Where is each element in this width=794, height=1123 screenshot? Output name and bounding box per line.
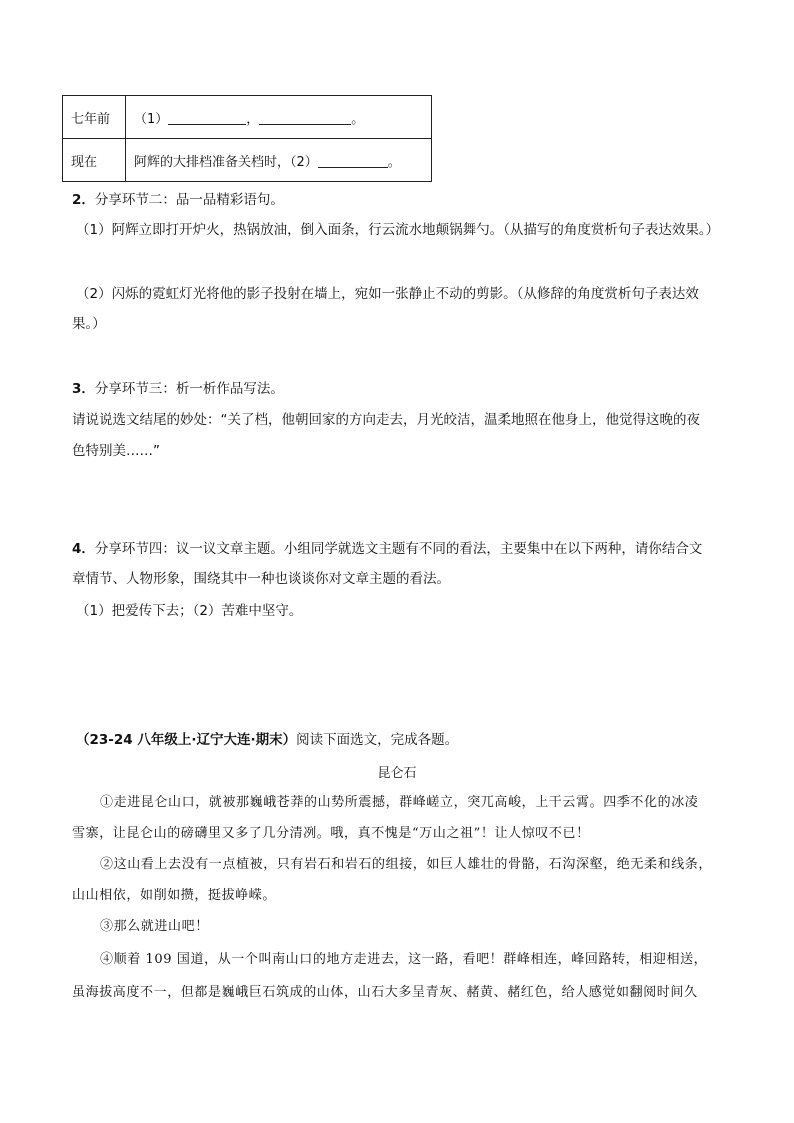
answer-blank[interactable] [318,153,388,168]
passage-paragraph-2-line1: ②这山看上去没有一点植被，只有岩石和岩石的组接，如巨人雄壮的骨骼，石沟深壑，绝无柔和线条， [100,857,713,872]
passage-title: 昆仑石 [377,766,417,781]
passage-paragraph-4-line2: 虽海拔高度不一，但都是巍峨巨石筑成的山体，山石大多呈青灰、赭黄、赭红色，给人感觉如翻阅时间久 [72,985,698,1000]
question-2-sub2-line2: 果。） [72,316,106,332]
question-3-heading: 3．分享环节三：析一析作品写法。 [72,381,284,397]
table-row [63,139,432,182]
passage-source: （23-24 八年级上·辽宁大连·期末）阅读下面选文，完成各题。 [76,732,459,748]
question-3-line1: 请说说选文结尾的妙处：“关了档，他朝回家的方向走去，月光皎洁，温柔地照在他身上，他觉得这晚的夜 [72,412,700,428]
answer-blank[interactable] [259,110,351,125]
table-row-label: 七年前 [63,96,126,139]
passage-paragraph-4-line1: ④顺着 109 国道，从一个叫南山口的地方走进去，这一路，看吧！群峰相连，峰回路转，相迎相送， [100,952,708,967]
passage-paragraph-2-line2: 山山相依，如削如攒，挺拔峥嵘。 [72,888,277,903]
question-4-line3: （1）把爱传下去；（2）苦难中坚守。 [76,603,303,619]
passage-paragraph-3: ③那么就进山吧！ [100,919,209,934]
question-2-sub2-line1: （2）闪烁的霓虹灯光将他的影子投射在墙上，宛如一张静止不动的剪影。（从修辞的角度赏析句子表达效 [76,286,699,302]
passage-paragraph-1-line2: 雪寨，让昆仑山的磅礴里又多了几分清冽。哦，真不愧是“万山之祖”！让人惊叹不已！ [72,826,590,841]
table-row-label: 现在 [63,139,126,182]
question-4-line2: 章情节、人物形象，围绕其中一种也谈谈你对文章主题的看法。 [72,571,450,587]
answer-blank[interactable] [168,110,246,125]
answer-table [62,95,432,182]
question-2-heading: 2．分享环节二：品一品精彩语句。 [72,192,284,208]
table-row [63,96,432,139]
question-3-line2: 色特别美……” [72,443,160,459]
table-row-content: 阿辉的大排档准备关档时，（2） 。 [126,139,432,182]
question-4-line1: 4．分享环节四：议一议文章主题。小组同学就选文主题有不同的看法，主要集中在以下两种，请你结合文 [72,541,703,557]
question-2-sub1: （1）阿辉立即打开炉火，热锅放油，倒入面条，行云流水地颠锅舞勺。（从描写的角度赏析句子表达效果。） [76,222,720,238]
passage-paragraph-1-line1: ①走进昆仑山口，就被那巍峨苍莽的山势所震撼，群峰嵯立，突兀高峻，上干云霄。四季不化的冰凌 [100,795,699,810]
table-row-content: （1） ， 。 [126,96,432,139]
